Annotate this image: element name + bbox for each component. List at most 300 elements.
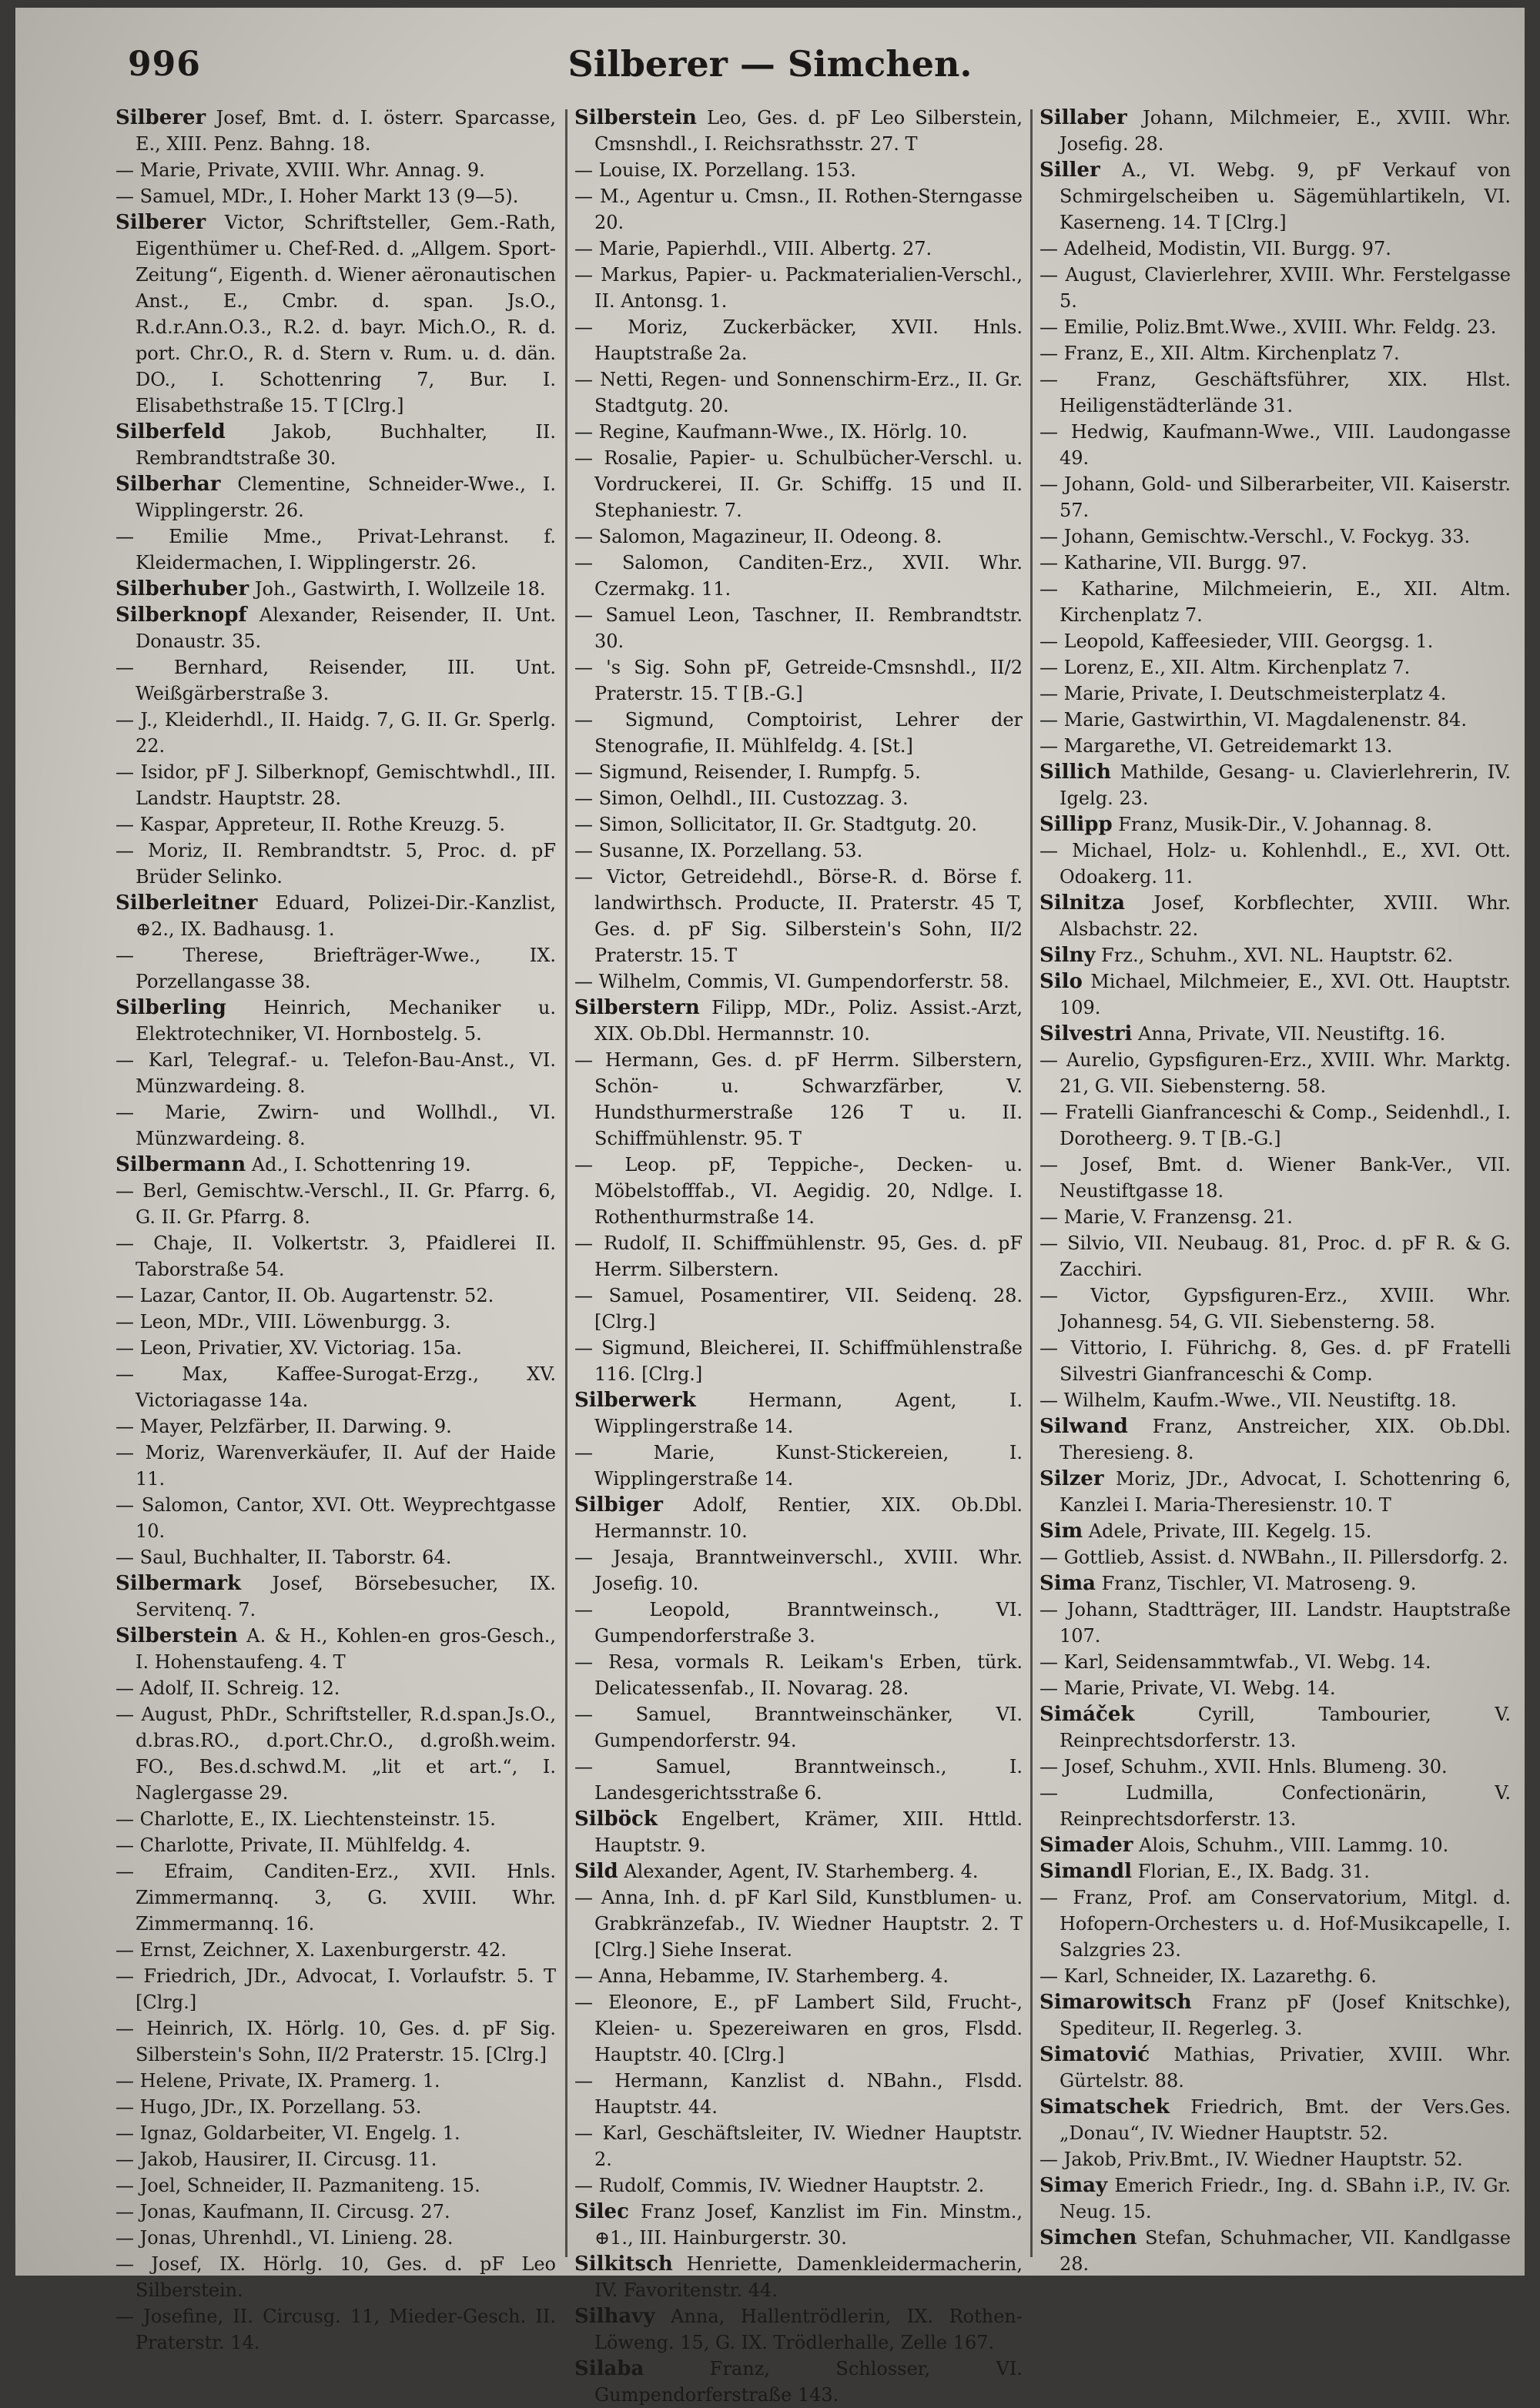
entry-surname: Silvestri <box>1040 1022 1133 1045</box>
entry-text: Adele, Private, III. Kegelg. 15. <box>1083 1520 1372 1542</box>
directory-entry <box>116 1152 556 1178</box>
column-3 <box>1040 105 1511 2275</box>
entry-text: A. & H., Kohlen-en gros-Gesch., I. Hohenstaufeng. 4. T <box>136 1625 556 1673</box>
directory-entry <box>574 2356 1023 2408</box>
entry-text: — Kaspar, Appreteur, II. Rothe Kreuzg. 5. <box>116 814 505 835</box>
directory-entry <box>1040 419 1511 471</box>
entry-surname: Simatović <box>1040 2043 1150 2066</box>
directory-entry <box>116 2120 556 2146</box>
directory-entry <box>116 2146 556 2172</box>
directory-entry <box>116 419 556 471</box>
entry-surname: Simandl <box>1040 1860 1132 1883</box>
directory-entry <box>1040 942 1511 968</box>
entry-surname: Silwand <box>1040 1415 1128 1438</box>
entry-surname: Silberstein <box>116 1624 238 1647</box>
directory-entry <box>574 1544 1023 1597</box>
entry-text: — M., Agentur u. Cmsn., II. Rothen-Sterngasse 20. <box>574 186 1023 233</box>
entry-surname: Silec <box>574 2200 629 2223</box>
directory-entry <box>116 707 556 759</box>
directory-entry <box>116 209 556 419</box>
directory-entry <box>1040 1675 1511 1701</box>
entry-text: — Efraim, Canditen-Erz., XVII. Hnls. Zimmermannq. 3, G. XVIII. Whr. Zimmermannq. 16. <box>116 1861 556 1935</box>
directory-entry <box>1040 366 1511 419</box>
directory-entry <box>574 157 1023 183</box>
entry-text: Franz Josef, Kanzlist im Fin. Minstm., ⊕1., III. Hainburgerstr. 30. <box>594 2201 1023 2249</box>
entry-text: — Michael, Holz- u. Kohlenhdl., E., XVI. Ott. Odoakerg. 11. <box>1040 840 1511 888</box>
entry-text: — Charlotte, E., IX. Liechtensteinstr. 15. <box>116 1808 496 1830</box>
entry-text: — Franz, E., XII. Altm. Kirchenplatz 7. <box>1040 343 1400 364</box>
entry-text: — Hermann, Ges. d. pF Herrm. Silberstern, Schön- u. Schwarzfärber, V. Hundsthurmerstraße 126 T u. II. Schiffmühlenstr. 95. T <box>574 1049 1023 1149</box>
directory-entry <box>1040 1099 1511 1152</box>
directory-entry <box>116 890 556 942</box>
entry-surname: Silberknopf <box>116 604 247 627</box>
directory-entry <box>1040 1544 1511 1570</box>
directory-entry <box>116 2303 556 2356</box>
page-number: 996 <box>128 45 201 84</box>
entry-text: — August, Clavierlehrer, XVIII. Whr. Ferstelgasse 5. <box>1040 264 1511 312</box>
entry-text: — Leopold, Branntweinsch., VI. Gumpendorferstraße 3. <box>574 1599 1023 1647</box>
directory-entry <box>574 445 1023 523</box>
entry-text: Engelbert, Krämer, XIII. Httld. Hauptstr. 9. <box>594 1808 1023 1856</box>
directory-entry <box>116 1492 556 1544</box>
entry-text: — Regine, Kaufmann-Wwe., IX. Hörlg. 10. <box>574 421 968 443</box>
directory-entry <box>574 1230 1023 1283</box>
directory-entry <box>116 811 556 838</box>
directory-entry <box>116 1701 556 1806</box>
directory-entry <box>1040 1518 1511 1544</box>
entry-text: — Josef, IX. Hörlg. 10, Ges. d. pF Leo Silberstein. <box>116 2253 556 2301</box>
directory-entry <box>1040 968 1511 1021</box>
directory-entry <box>1040 1021 1511 1047</box>
directory-entry <box>574 1492 1023 1544</box>
entry-text: — Therese, Briefträger-Wwe., IX. Porzellangasse 38. <box>116 945 556 992</box>
entry-surname: Sima <box>1040 1572 1096 1595</box>
entry-text: — Resa, vormals R. Leikam's Erben, türk. Delicatessenfab., II. Novarag. 28. <box>574 1651 1023 1699</box>
directory-entry <box>574 419 1023 445</box>
entry-surname: Siller <box>1040 159 1100 182</box>
directory-entry <box>574 1754 1023 1806</box>
entry-text: — Simon, Oelhdl., III. Custozzag. 3. <box>574 788 909 809</box>
entry-text: — Isidor, pF J. Silberknopf, Gemischtwhdl., III. Landstr. Hauptstr. 28. <box>116 761 556 809</box>
directory-entry <box>116 1178 556 1230</box>
entry-surname: Silberstern <box>574 996 700 1019</box>
directory-entry <box>574 2120 1023 2172</box>
directory-entry <box>574 785 1023 811</box>
entry-text: — Josef, Schuhm., XVII. Hnls. Blumeng. 30. <box>1040 1756 1448 1778</box>
entry-text: — Simon, Sollicitator, II. Gr. Stadtgutg. 20. <box>574 814 977 835</box>
entry-text: Clementine, Schneider-Wwe., I. Wipplingerstr. 26. <box>136 473 556 521</box>
directory-entry <box>1040 2042 1511 2094</box>
entry-surname: Sillaber <box>1040 106 1127 129</box>
directory-entry <box>574 864 1023 968</box>
directory-entry <box>1040 1963 1511 1989</box>
entry-text: — Katharine, VII. Burgg. 97. <box>1040 552 1307 574</box>
directory-entry <box>1040 890 1511 942</box>
directory-entry <box>1040 314 1511 340</box>
directory-entry <box>116 2068 556 2094</box>
directory-entry <box>116 1099 556 1152</box>
directory-entry <box>574 1283 1023 1335</box>
entry-text: Florian, E., IX. Badg. 31. <box>1131 1861 1370 1882</box>
entry-text: — Sigmund, Bleicherei, II. Schiffmühlenstraße 116. [Clrg.] <box>574 1337 1023 1385</box>
entry-text: — Marie, Kunst-Stickereien, I. Wipplingerstraße 14. <box>574 1442 1023 1490</box>
directory-entry <box>116 1570 556 1623</box>
directory-entry <box>1040 838 1511 890</box>
directory-entry <box>574 1649 1023 1701</box>
entry-text: — Jonas, Uhrenhdl., VI. Linieng. 28. <box>116 2227 454 2249</box>
directory-entry <box>574 2068 1023 2120</box>
directory-entry <box>116 157 556 183</box>
directory-entry <box>574 550 1023 602</box>
directory-entry <box>1040 157 1511 236</box>
entry-text: Michael, Milchmeier, E., XVI. Ott. Hauptstr. 109. <box>1060 971 1511 1018</box>
directory-entry <box>1040 654 1511 681</box>
entry-surname: Silbermann <box>116 1153 246 1176</box>
directory-entry <box>116 1361 556 1413</box>
directory-page <box>15 8 1525 2406</box>
entry-text: — Franz, Prof. am Conservatorium, Mitgl. d. Hofopern-Orchesters u. d. Hof-Musikcapelle, I. Salzgries 23. <box>1040 1887 1511 1961</box>
directory-entry <box>1040 2094 1511 2146</box>
directory-entry <box>116 1335 556 1361</box>
entry-text: — J., Kleiderhdl., II. Haidg. 7, G. II. Gr. Sperlg. 22. <box>116 709 556 757</box>
entry-surname: Simader <box>1040 1834 1133 1857</box>
directory-entry <box>574 183 1023 236</box>
directory-entry <box>1040 1754 1511 1780</box>
directory-entry <box>116 1413 556 1440</box>
directory-entry <box>574 2199 1023 2251</box>
entry-text: — Marie, Papierhdl., VIII. Albertg. 27. <box>574 238 932 259</box>
entry-text: Cyrill, Tambourier, V. Reinprechtsdorferstr. 13. <box>1060 1704 1511 1751</box>
entry-surname: Simchen <box>1040 2226 1137 2249</box>
directory-entry <box>574 654 1023 707</box>
entry-text: Leo, Ges. d. pF Leo Silberstein, Cmsnshdl., I. Reichsrathsstr. 27. T <box>594 107 1023 155</box>
entry-text: — Rosalie, Papier- u. Schulbücher-Verschl. u. Vordruckerei, II. Gr. Schiffg. 15 und II. Stephaniestr. 7. <box>574 447 1023 521</box>
entry-text: — Salomon, Magazineur, II. Odeong. 8. <box>574 526 942 547</box>
entry-text: — Netti, Regen- und Sonnenschirm-Erz., II. Gr. Stadtgutg. 20. <box>574 369 1023 416</box>
directory-entry <box>116 942 556 995</box>
directory-entry <box>574 1387 1023 1440</box>
entry-text: — Jakob, Hausirer, II. Circusg. 11. <box>116 2149 437 2170</box>
entry-surname: Silbermark <box>116 1572 242 1595</box>
directory-entry <box>1040 1283 1511 1335</box>
directory-entry <box>1040 1204 1511 1230</box>
entry-surname: Sillipp <box>1040 813 1113 836</box>
entry-text: — Joel, Schneider, II. Pazmaniteng. 15. <box>116 2175 480 2196</box>
running-head: Silberer — Simchen. <box>567 43 973 85</box>
entry-text: — Victor, Getreidehdl., Börse-R. d. Börse f. landwirthsch. Producte, II. Praterstr. 45 T, Ges. d. pF Sig. Silberstein's Sohn, II/2 Praterstr. 15. T <box>574 866 1023 966</box>
directory-entry <box>116 759 556 811</box>
entry-surname: Silberhar <box>116 473 221 496</box>
directory-entry <box>1040 1570 1511 1597</box>
entry-text: — August, PhDr., Schriftsteller, R.d.span.Js.O., d.bras.RO., d.port.Chr.O., d.großh.weim. FO., Bes.d.schwd.M. „lit et art.“, I. Naglergasse 29. <box>116 1704 556 1804</box>
entry-text: — Eleonore, E., pF Lambert Sild, Frucht-, Kleien- u. Spezereiwaren en gros, Flsdd. Hauptstr. 40. [Clrg.] <box>574 1992 1023 2065</box>
entry-text: — Samuel, MDr., I. Hoher Markt 13 (9—5). <box>116 186 519 207</box>
directory-entry <box>1040 1780 1511 1832</box>
entry-surname: Simarowitsch <box>1040 1991 1192 2014</box>
directory-entry <box>574 759 1023 785</box>
entry-surname: Sim <box>1040 1520 1083 1543</box>
directory-entry <box>574 2172 1023 2199</box>
directory-entry <box>1040 733 1511 759</box>
directory-entry <box>116 602 556 654</box>
directory-entry <box>574 2303 1023 2356</box>
directory-entry <box>116 2199 556 2225</box>
entry-text: — Jonas, Kaufmann, II. Circusg. 27. <box>116 2201 450 2222</box>
entry-text: — Mayer, Pelzfärber, II. Darwing. 9. <box>116 1416 452 1437</box>
entry-text: Henriette, Damenkleidermacherin, IV. Favoritenstr. 44. <box>594 2253 1023 2301</box>
directory-entry <box>116 2015 556 2068</box>
entry-text: Mathilde, Gesang- u. Clavierlehrerin, IV. Igelg. 23. <box>1060 761 1511 809</box>
entry-text: Alexander, Reisender, II. Unt. Donaustr. 35. <box>136 604 556 652</box>
entry-text: Jakob, Buchhalter, II. Rembrandtstraße 30. <box>136 421 556 469</box>
column-rule <box>1030 109 1033 2257</box>
entry-text: — Moriz, Warenverkäufer, II. Auf der Haide 11. <box>116 1442 556 1490</box>
directory-entry <box>116 1675 556 1701</box>
columns <box>116 105 1511 2406</box>
directory-entry <box>1040 1885 1511 1963</box>
directory-entry <box>116 1283 556 1309</box>
entry-text: Frz., Schuhm., XVI. NL. Hauptstr. 62. <box>1095 945 1454 966</box>
entry-surname: Silböck <box>574 1808 658 1831</box>
entry-surname: Silberhuber <box>116 577 249 600</box>
directory-entry <box>574 1885 1023 1963</box>
directory-entry <box>1040 1989 1511 2042</box>
entry-text: — Adolf, II. Schreig. 12. <box>116 1677 340 1699</box>
entry-text: Josef, Korbflechter, XVIII. Whr. Alsbachstr. 22. <box>1060 892 1511 940</box>
directory-entry <box>574 1701 1023 1754</box>
directory-entry <box>116 1806 556 1832</box>
entry-text: Alois, Schuhm., VIII. Lammg. 10. <box>1133 1834 1449 1856</box>
entry-text: — Ignaz, Goldarbeiter, VI. Engelg. 1. <box>116 2122 460 2144</box>
directory-entry <box>574 838 1023 864</box>
entry-text: — Leopold, Kaffeesieder, VIII. Georgsg. 1. <box>1040 630 1434 652</box>
entry-text: Josef, Bmt. d. I. österr. Sparcasse, E., XIII. Penz. Bahng. 18. <box>136 107 556 155</box>
directory-entry <box>116 654 556 707</box>
directory-entry <box>1040 2172 1511 2225</box>
directory-entry <box>574 995 1023 1047</box>
directory-entry <box>574 1047 1023 1152</box>
directory-entry <box>116 1937 556 1963</box>
entry-text: — 's Sig. Sohn pF, Getreide-Cmsnshdl., II/2 Praterstr. 15. T [B.-G.] <box>574 657 1023 704</box>
directory-entry <box>1040 2225 1511 2277</box>
entry-text: — Wilhelm, Commis, VI. Gumpendorferstr. 58. <box>574 971 1009 992</box>
entry-text: Franz, Anstreicher, XIX. Ob.Dbl. Theresieng. 8. <box>1060 1416 1511 1463</box>
entry-surname: Sild <box>574 1860 618 1883</box>
entry-text: Adolf, Rentier, XIX. Ob.Dbl. Hermannstr. 10. <box>594 1494 1023 1542</box>
entry-text: — Friedrich, JDr., Advocat, I. Vorlaufstr. 5. T [Clrg.] <box>116 1965 556 2013</box>
entry-text: — Ludmilla, Confectionärin, V. Reinprechtsdorferstr. 13. <box>1040 1782 1511 1830</box>
entry-text: — Karl, Telegraf.- u. Telefon-Bau-Anst., VI. Münzwardeing. 8. <box>116 1049 556 1097</box>
entry-surname: Silzer <box>1040 1467 1104 1490</box>
directory-entry <box>1040 1387 1511 1413</box>
entry-text: Moriz, JDr., Advocat, I. Schottenring 6, Kanzlei I. Maria-Theresienstr. 10. T <box>1060 1468 1511 1516</box>
entry-surname: Silberstein <box>574 106 697 129</box>
entry-text: — Sigmund, Reisender, I. Rumpfg. 5. <box>574 761 921 783</box>
directory-entry <box>1040 1649 1511 1675</box>
directory-entry <box>574 262 1023 314</box>
directory-entry <box>116 2225 556 2251</box>
entry-text: — Samuel Leon, Taschner, II. Rembrandtstr. 30. <box>574 604 1023 652</box>
directory-entry <box>574 1335 1023 1387</box>
entry-text: — Fratelli Gianfranceschi & Comp., Seidenhdl., I. Dorotheerg. 9. T [B.-G.] <box>1040 1102 1511 1149</box>
directory-entry <box>116 1858 556 1937</box>
directory-entry <box>116 183 556 209</box>
entry-text: Johann, Milchmeier, E., XVIII. Whr. Josefig. 28. <box>1060 107 1511 155</box>
directory-entry <box>1040 471 1511 523</box>
directory-entry <box>574 1806 1023 1858</box>
directory-entry <box>574 1152 1023 1230</box>
entry-surname: Silberleitner <box>116 891 258 915</box>
directory-entry <box>116 838 556 890</box>
entry-text: — Samuel, Branntweinschänker, VI. Gumpendorferstr. 94. <box>574 1704 1023 1751</box>
entry-text: — Heinrich, IX. Hörlg. 10, Ges. d. pF Sig. Silberstein's Sohn, II/2 Praterstr. 15. [Clrg.] <box>116 2018 556 2065</box>
entry-text: — Samuel, Branntweinsch., I. Landesgerichtsstraße 6. <box>574 1756 1023 1804</box>
directory-entry <box>574 1440 1023 1492</box>
directory-entry <box>1040 1858 1511 1885</box>
entry-surname: Silny <box>1040 944 1096 967</box>
entry-text: — Moriz, Zuckerbäcker, XVII. Hnls. Hauptstraße 2a. <box>574 316 1023 364</box>
entry-text: — Salomon, Canditen-Erz., XVII. Whr. Czermakg. 11. <box>574 552 1023 600</box>
entry-text: — Marie, Zwirn- und Wollhdl., VI. Münzwardeing. 8. <box>116 1102 556 1149</box>
entry-text: — Karl, Schneider, IX. Lazarethg. 6. <box>1040 1965 1377 1987</box>
entry-text: — Helene, Private, IX. Pramerg. 1. <box>116 2070 440 2092</box>
directory-entry <box>1040 523 1511 550</box>
entry-text: Heinrich, Mechaniker u. Elektrotechniker, VI. Hornbostelg. 5. <box>136 997 556 1045</box>
directory-entry <box>1040 681 1511 707</box>
directory-entry <box>1040 1413 1511 1466</box>
entry-text: — Saul, Buchhalter, II. Taborstr. 64. <box>116 1547 452 1568</box>
entry-text: — Marie, V. Franzensg. 21. <box>1040 1206 1293 1228</box>
directory-entry <box>1040 811 1511 838</box>
entry-text: — Chaje, II. Volkertstr. 3, Pfaidlerei II. Taborstraße 54. <box>116 1232 556 1280</box>
entry-text: Franz pF (Josef Knitschke), Spediteur, II. Regerleg. 3. <box>1060 1992 1511 2039</box>
entry-text: — Hugo, JDr., IX. Porzellang. 53. <box>116 2096 422 2118</box>
entry-text: — Rudolf, Commis, IV. Wiedner Hauptstr. 2. <box>574 2175 985 2196</box>
directory-entry <box>116 1832 556 1858</box>
entry-text: Hermann, Agent, I. Wipplingerstraße 14. <box>594 1390 1023 1437</box>
entry-text: — Jakob, Priv.Bmt., IV. Wiedner Hauptstr. 52. <box>1040 2149 1463 2170</box>
entry-text: — Ernst, Zeichner, X. Laxenburgerstr. 42. <box>116 1939 507 1961</box>
directory-entry <box>1040 1047 1511 1099</box>
page-header <box>15 8 1525 100</box>
entry-text: — Aurelio, Gypsfiguren-Erz., XVIII. Whr. Marktg. 21, G. VII. Siebensterng. 58. <box>1040 1049 1511 1097</box>
directory-entry <box>1040 262 1511 314</box>
entry-text: Mathias, Privatier, XVIII. Whr. Gürtelstr. 88. <box>1060 2044 1511 2092</box>
entry-text: Eduard, Polizei-Dir.-Kanzlist, ⊕2., IX. Badhausg. 1. <box>136 892 556 940</box>
directory-entry <box>574 2251 1023 2303</box>
column-2 <box>574 105 1023 2406</box>
entry-text: — Markus, Papier- u. Packmaterialien-Verschl., II. Antonsg. 1. <box>574 264 1023 312</box>
entry-text: Joh., Gastwirth, I. Wollzeile 18. <box>249 578 546 600</box>
entry-text: Anna, Private, VII. Neustiftg. 16. <box>1132 1023 1446 1045</box>
entry-text: — Franz, Geschäftsführer, XIX. Hlst. Heiligenstädterlände 31. <box>1040 369 1511 416</box>
directory-entry <box>1040 1597 1511 1649</box>
entry-text: — Lazar, Cantor, II. Ob. Augartenstr. 52. <box>116 1285 494 1306</box>
entry-text: Franz, Musik-Dir., V. Johannag. 8. <box>1112 814 1432 835</box>
entry-text: Anna, Hallentrödlerin, IX. Rothen-Löweng. 15, G. IX. Trödlerhalle, Zelle 167. <box>594 2306 1023 2353</box>
directory-entry <box>574 1989 1023 2068</box>
entry-text: — Susanne, IX. Porzellang. 53. <box>574 840 863 861</box>
directory-entry <box>116 1047 556 1099</box>
directory-entry <box>116 1544 556 1570</box>
directory-entry <box>574 366 1023 419</box>
entry-text: — Leon, MDr., VIII. Löwenburgg. 3. <box>116 1311 451 1333</box>
directory-entry <box>574 602 1023 654</box>
directory-entry <box>116 1963 556 2015</box>
entry-surname: Sillich <box>1040 761 1112 784</box>
directory-entry <box>574 1858 1023 1885</box>
entry-text: — Rudolf, II. Schiffmühlenstr. 95, Ges. d. pF Herrm. Silberstern. <box>574 1232 1023 1280</box>
column-1 <box>116 105 556 2353</box>
entry-text: — Marie, Gastwirthin, VI. Magdalenenstr. 84. <box>1040 709 1467 731</box>
entry-text: — Katharine, Milchmeierin, E., XII. Altm. Kirchenplatz 7. <box>1040 578 1511 626</box>
entry-text: Alexander, Agent, IV. Starhemberg. 4. <box>618 1861 979 1882</box>
directory-entry <box>116 523 556 576</box>
directory-entry <box>1040 1230 1511 1283</box>
directory-entry <box>574 523 1023 550</box>
directory-entry <box>574 314 1023 366</box>
entry-text: — Bernhard, Reisender, III. Unt. Weißgärberstraße 3. <box>116 657 556 704</box>
entry-text: — Vittorio, I. Führichg. 8, Ges. d. pF Fratelli Silvestri Gianfranceschi & Comp. <box>1040 1337 1511 1385</box>
directory-entry <box>1040 576 1511 628</box>
entry-text: — Moriz, II. Rembrandtstr. 5, Proc. d. pF Brüder Selinko. <box>116 840 556 888</box>
directory-entry <box>116 576 556 602</box>
entry-text: — Marie, Private, VI. Webg. 14. <box>1040 1677 1336 1699</box>
entry-text: — Anna, Hebamme, IV. Starhemberg. 4. <box>574 1965 949 1987</box>
entry-text: Franz, Tischler, VI. Matroseng. 9. <box>1096 1573 1417 1594</box>
entry-text: — Leon, Privatier, XV. Victoriag. 15a. <box>116 1337 462 1359</box>
directory-entry <box>116 1309 556 1335</box>
entry-text: Ad., I. Schottenring 19. <box>246 1154 471 1176</box>
directory-entry <box>1040 2146 1511 2172</box>
entry-text: — Jesaja, Branntweinverschl., XVIII. Whr. Josefig. 10. <box>574 1547 1023 1594</box>
directory-entry <box>1040 550 1511 576</box>
entry-surname: Silnitza <box>1040 891 1125 915</box>
directory-entry <box>116 105 556 157</box>
entry-surname: Silbiger <box>574 1493 664 1517</box>
entry-text: — Victor, Gypsfiguren-Erz., XVIII. Whr. Johannesg. 54, G. VII. Siebensterng. 58. <box>1040 1285 1511 1333</box>
entry-surname: Silberer <box>116 211 206 234</box>
entry-text: Franz, Schlosser, VI. Gumpendorferstraße 143. <box>594 2358 1023 2406</box>
entry-surname: Silo <box>1040 970 1083 993</box>
entry-text: — Marie, Private, XVIII. Whr. Annag. 9. <box>116 159 485 181</box>
entry-text: — Johann, Gemischtw.-Verschl., V. Fockyg. 33. <box>1040 526 1471 547</box>
directory-entry <box>116 995 556 1047</box>
entry-text: — Anna, Inh. d. pF Karl Sild, Kunstblumen- u. Grabkränzefab., IV. Wiedner Hauptstr. 2. T [Clrg.] Siehe Inserat. <box>574 1887 1023 1961</box>
entry-surname: Silaba <box>574 2357 644 2380</box>
directory-entry <box>1040 1335 1511 1387</box>
directory-entry <box>116 2094 556 2120</box>
directory-entry <box>116 471 556 523</box>
directory-entry <box>1040 236 1511 262</box>
directory-entry <box>574 707 1023 759</box>
directory-entry <box>116 1230 556 1283</box>
directory-entry <box>574 105 1023 157</box>
entry-text: — Marie, Private, I. Deutschmeisterplatz 4. <box>1040 683 1447 704</box>
entry-surname: Silhavy <box>574 2305 655 2328</box>
entry-text: — Berl, Gemischtw.-Verschl., II. Gr. Pfarrg. 6, G. II. Gr. Pfarrg. 8. <box>116 1180 556 1228</box>
entry-text: Emerich Friedr., Ing. d. SBahn i.P., IV. Gr. Neug. 15. <box>1060 2175 1511 2222</box>
directory-entry <box>1040 628 1511 654</box>
directory-entry <box>574 236 1023 262</box>
entry-text: — Karl, Geschäftsleiter, IV. Wiedner Hauptstr. 2. <box>574 2122 1023 2170</box>
entry-text: — Charlotte, Private, II. Mühlfeldg. 4. <box>116 1834 471 1856</box>
directory-entry <box>1040 707 1511 733</box>
entry-text: — Margarethe, VI. Getreidemarkt 13. <box>1040 735 1393 757</box>
column-rule <box>565 109 567 2257</box>
entry-text: — Emilie Mme., Privat-Lehranst. f. Kleidermachen, I. Wipplingerstr. 26. <box>116 526 556 574</box>
entry-text: A., VI. Webg. 9, pF Verkauf von Schmirgelscheiben u. Sägemühlartikeln, VI. Kaserneng. 14. T [Clrg.] <box>1060 159 1511 233</box>
